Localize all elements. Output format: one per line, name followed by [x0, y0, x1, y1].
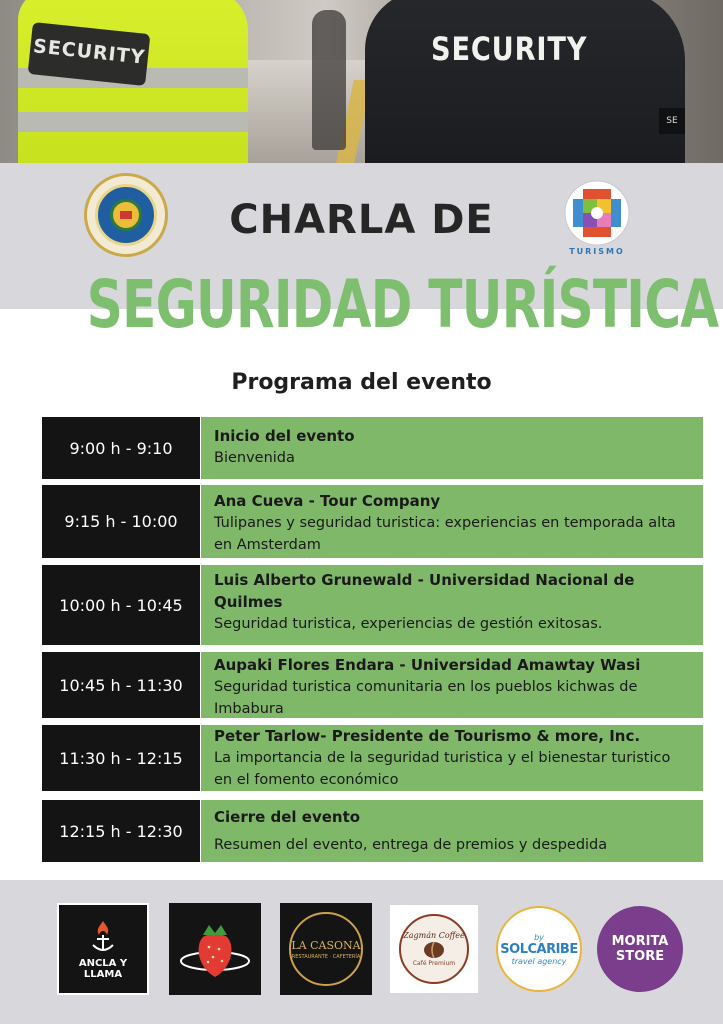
- row-speaker: Peter Tarlow- Presidente de Tourismo & more, Inc.: [214, 727, 641, 745]
- turismo-label: TURISMO: [569, 247, 625, 256]
- sponsor-la-casona: [280, 903, 372, 995]
- turismo-faculty-logo: [556, 179, 638, 261]
- turismo-emblem-icon: [556, 179, 638, 249]
- row-topic: Resumen del evento, entrega de premios y despedida: [214, 837, 608, 853]
- morita-line1: MORITA: [611, 934, 669, 949]
- la-casona-logo: [280, 903, 372, 995]
- row-time: 11:30 h - 12:15: [42, 725, 200, 791]
- title-line-1: CHARLA DE: [229, 197, 494, 243]
- row-info: [201, 417, 703, 479]
- solcaribe-sub: travel agency: [511, 956, 567, 966]
- row-speaker: Cierre del evento: [214, 808, 361, 826]
- sleeve-patch: SE: [659, 108, 685, 134]
- schedule-row: [42, 725, 703, 791]
- hero-photo: [0, 0, 723, 163]
- row-time: 9:00 h - 9:10: [42, 417, 200, 479]
- row-time: 10:45 h - 11:30: [42, 652, 200, 718]
- row-topic: Bienvenida: [214, 450, 295, 466]
- row-topic: La importancia de la seguridad turistica y el bienestar turistico en el fomento económico: [214, 750, 671, 788]
- schedule-row: [42, 652, 703, 718]
- morita-logo: [597, 906, 683, 992]
- schedule-row: [42, 800, 703, 862]
- la-casona-ring: [289, 912, 363, 986]
- logo-emblem: [110, 199, 142, 231]
- la-casona-text: LA CASONA: [291, 938, 361, 952]
- row-topic: Seguridad turistica comunitaria en los pueblos kichwas de Imbabura: [214, 679, 638, 717]
- program-heading: Programa del evento: [231, 370, 492, 395]
- zagman-logo: [390, 905, 478, 993]
- security-guard-left: [18, 0, 248, 163]
- universidad-central-logo: [84, 173, 168, 257]
- row-speaker: Inicio del evento: [214, 427, 355, 445]
- sponsor-fresa: [169, 903, 261, 995]
- row-info: [201, 800, 703, 862]
- background-person: [312, 10, 346, 150]
- zagman-text: Zagmán Coffee: [403, 931, 465, 940]
- logo-ring: [95, 184, 157, 246]
- row-speaker: Luis Alberto Grunewald - Universidad Nacional de Quilmes: [214, 571, 635, 611]
- schedule-row: [42, 417, 703, 479]
- sponsor-solcaribe: [496, 906, 582, 992]
- schedule-row: [42, 485, 703, 558]
- row-info: [201, 485, 703, 558]
- solcaribe-by: by: [534, 932, 544, 942]
- fresa-logo: [169, 903, 261, 995]
- row-topic: Tulipanes y seguridad turistica: experiencias en temporada alta en Amsterdam: [214, 515, 676, 553]
- row-time: 10:00 h - 10:45: [42, 565, 200, 645]
- row-info: [201, 652, 703, 718]
- morita-line2: STORE: [615, 949, 665, 964]
- reflective-stripe: [18, 112, 248, 132]
- ancla-line2: LLAMA: [83, 968, 123, 980]
- strawberry-icon: [175, 909, 255, 989]
- row-time: 9:15 h - 10:00: [42, 485, 200, 558]
- solcaribe-text: SOLCARIBE: [500, 941, 578, 957]
- ancla-line1: ANCLA Y: [78, 957, 128, 969]
- row-info: [201, 725, 703, 791]
- security-back-text: SECURITY: [431, 30, 588, 68]
- anchor-flame-icon: [88, 919, 118, 955]
- sponsor-morita-store: [597, 906, 683, 992]
- ancla-logo: [57, 903, 149, 995]
- security-guard-right: [365, 0, 685, 163]
- sponsor-ancla-y-llama: [57, 903, 149, 995]
- row-speaker: Ana Cueva - Tour Company: [214, 492, 441, 510]
- row-time: 12:15 h - 12:30: [42, 800, 200, 862]
- la-casona-sub: RESTAURANTE · CAFETERÍA: [291, 953, 361, 960]
- row-topic: Seguridad turistica, experiencias de gestión exitosas.: [214, 616, 603, 632]
- schedule-row: [42, 565, 703, 645]
- row-speaker: Aupaki Flores Endara - Universidad Amawtay Wasi: [214, 656, 641, 674]
- security-patch-text: SECURITY: [32, 35, 147, 69]
- row-info: [201, 565, 703, 645]
- coffee-bean-icon: [421, 940, 447, 960]
- zagman-sub: Café Premium: [412, 960, 456, 967]
- sponsor-zagman-coffee: [390, 905, 478, 993]
- title-line-2: SEGURIDAD TURÍSTICA: [86, 266, 719, 343]
- solcaribe-logo: [496, 906, 582, 992]
- zagman-ring: [399, 914, 469, 984]
